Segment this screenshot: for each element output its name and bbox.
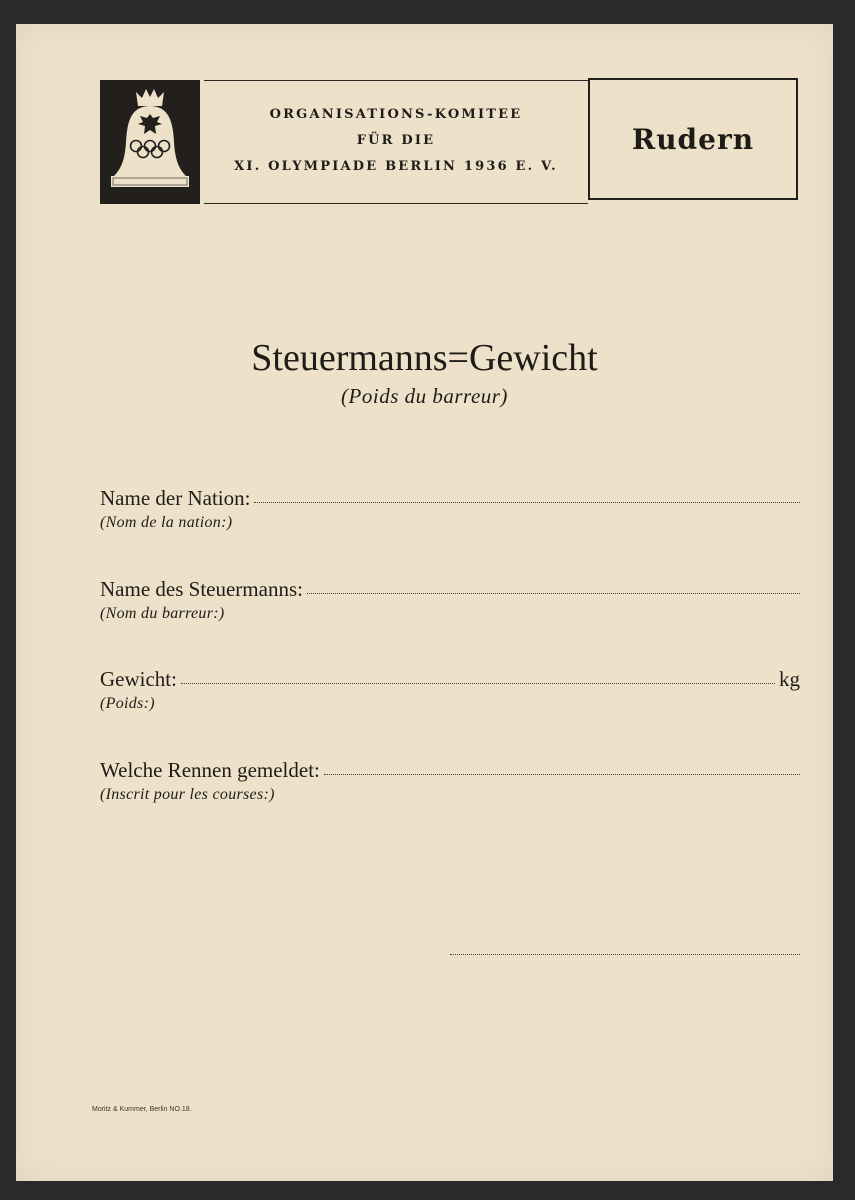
fill-in-line[interactable] [254,501,800,503]
form-page [16,24,833,1181]
field-coxswain-name[interactable] [100,577,800,623]
field-races-entered[interactable] [100,758,800,804]
weight-unit: kg [779,667,800,691]
field-translation: (Poids:) [100,695,155,712]
org-line-3: XI. OLYMPIADE BERLIN 1936 E. V. [234,159,558,174]
field-nation[interactable] [100,486,800,532]
printer-imprint: Moritz & Kummer, Berlin NO.18. [92,1106,192,1113]
olympic-bell-logo [100,80,200,204]
fill-in-line[interactable] [324,773,800,775]
fill-in-line[interactable] [181,682,775,684]
field-weight[interactable] [100,667,800,713]
field-label: Name der Nation: [100,486,251,510]
signature-line[interactable] [450,954,800,955]
field-translation: (Nom du barreur:) [100,605,225,622]
field-label: Gewicht: [100,667,177,691]
field-label: Name des Steuermanns: [100,577,303,601]
field-translation: (Inscrit pour les courses:) [100,786,275,803]
org-line-2: FÜR DIE [356,133,436,148]
form-title: Steuermanns=Gewicht [251,337,598,379]
form-subtitle: (Poids du barreur) [341,384,508,408]
field-translation: (Nom de la nation:) [100,514,233,531]
fill-in-line[interactable] [307,592,800,594]
org-line-1: ORGANISATIONS-KOMITEE [269,107,523,122]
field-label: Welche Rennen gemeldet: [100,758,320,782]
sport-label: Rudern [588,78,798,200]
organizing-committee-header [204,80,588,204]
